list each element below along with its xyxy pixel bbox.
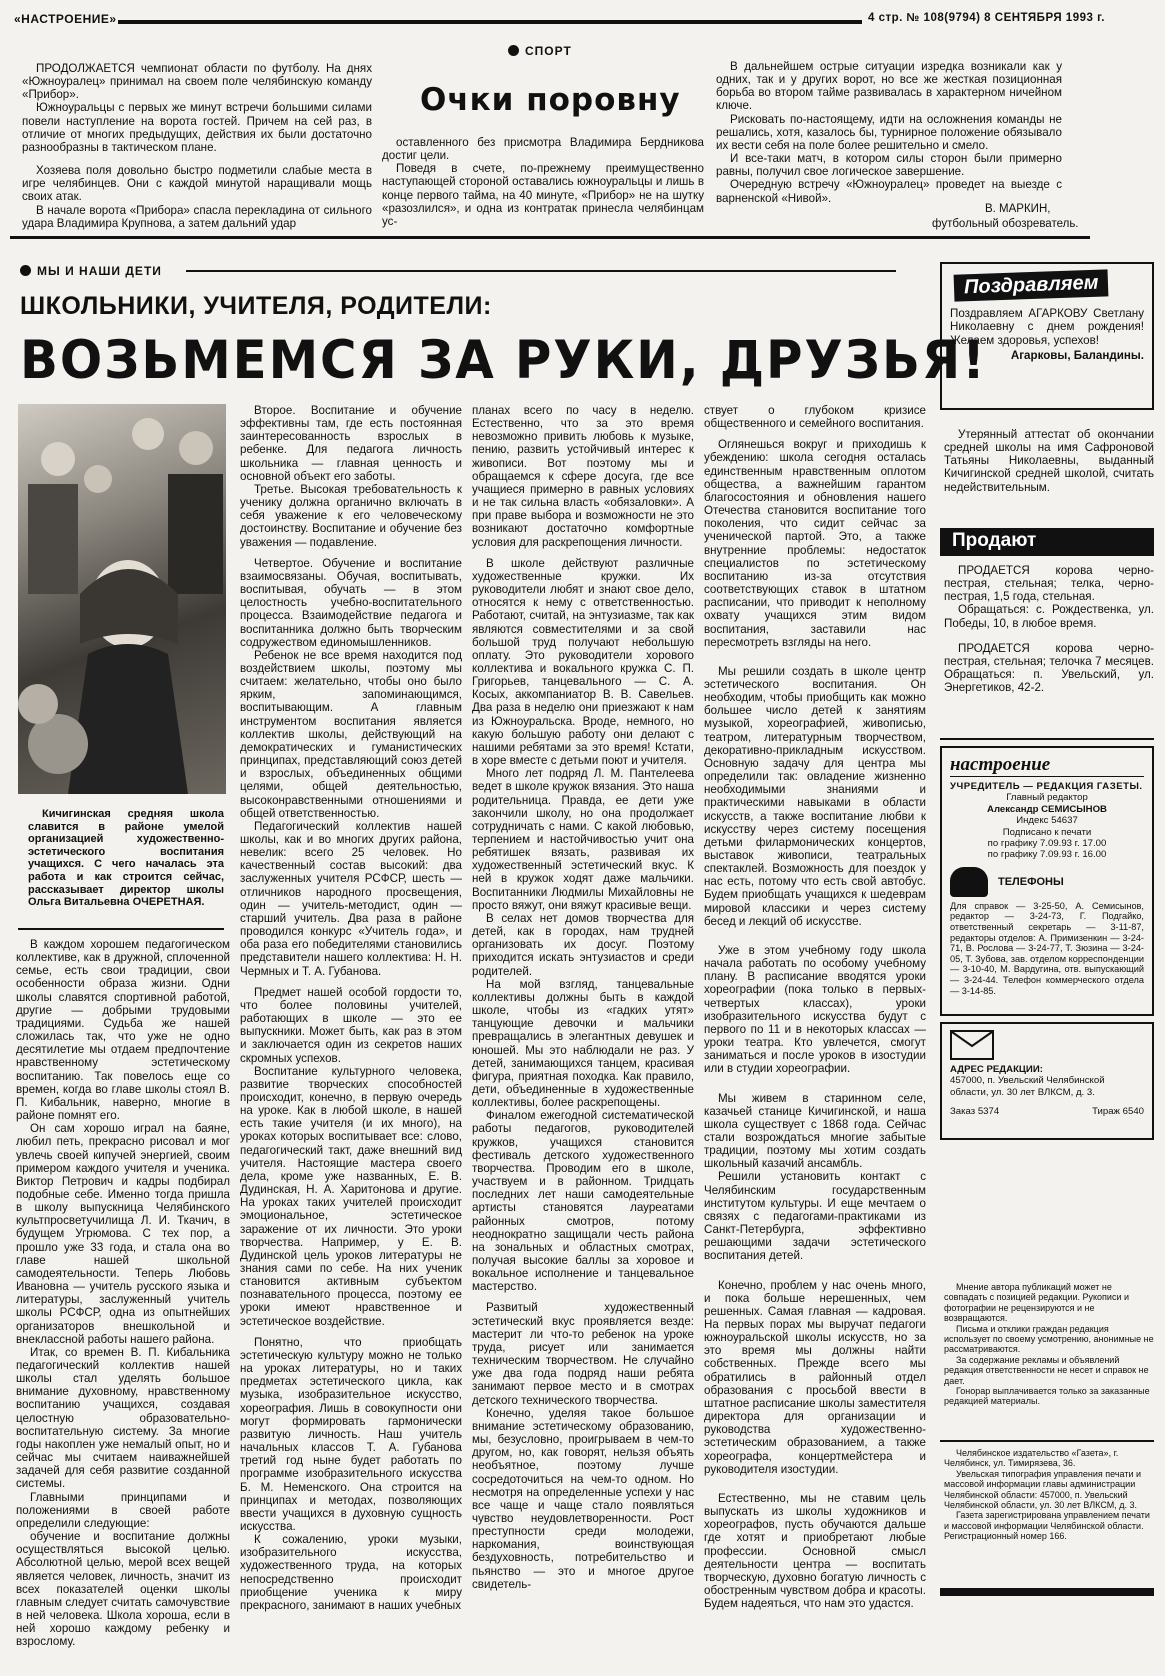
imprint-signed: Подписано к печати [1002, 826, 1092, 838]
article-col1 [16, 938, 230, 1666]
disclaimer-item: За содержание рекламы и объявлений редакция ответственности не несет и справок не дает. [944, 1354, 1149, 1386]
address-text: 457000, п. Увельский Челябинской области, ул. 30 лет ВЛКСМ, д. 3. [950, 1075, 1105, 1098]
printer-info [944, 1448, 1154, 1578]
print-run [950, 1106, 1144, 1117]
phones-header [950, 867, 1144, 897]
congrats-box [940, 262, 1154, 410]
lost-notice: Утерянный аттестат об окончании средней школы на имя Сафроновой Татьяны Николаевны, выданный Кичигинской средней школой, считать недействительным. [944, 428, 1154, 494]
photo-caption: Кичигинская средняя школа славится в районе умелой организацией художественно-эстетического воспитания учащихся. С чего началась эта работа и как строится сейчас, рассказывает директор школы Ольга Витальевна ОЧЕРЕТНАЯ. [28, 808, 224, 909]
sport-col2 [382, 136, 704, 228]
imprint-index: Индекс 54637 [1016, 815, 1078, 827]
envelope-icon [952, 1032, 992, 1058]
sport-par: В дальнейшем острые ситуации изредка возникали как у одних, так и у других ворот, но все же жесткая позиционная борьба во втором тайме развивалась в характерном ничейном ключе. [716, 60, 1062, 113]
article-par: Третье. Высокая требовательность к ученику должна органично включать в себя уважение к его человеческому достоинству. Воспитание и обучение без уважения — подавление. [240, 482, 462, 549]
article-photo [18, 404, 226, 794]
sale-ads [944, 564, 1154, 734]
article-par: Мы решили создать в школе центр эстетического воспитания. Он необходим, чтобы приобщить как можно большее число детей к занятиям музыкой, хореографией, живописью, театром, литературным творчеством, декоративно-прикладным искусством. Основную задачу для центра мы определили так: овладение жизненно необходимыми знаниями и практическими навыками в области искусств, а также воспитание любви к искусству через систему посещения детьми филармонических концертов, выставок живописи, театральных спектаклей. Возможность для поездок у нас есть, потому что есть свой автобус. Будем приобщать учащихся к шедеврам мировой классики и через систему бесед и лекций об искусстве. [704, 664, 926, 928]
article-par: В каждом хорошем педагогическом коллективе, как в дружной, сплоченной семье, есть свои традиции, свои особенности образа жизни. Одни школы славятся спортивной работой, другие — добрыми трудовыми традициями. Судьба же нашей сложилась так, что уже не одно десятилетие мы отдаем предпочтение нравственному эстетическому воспитанию. Так повелось еще со времен, когда во главе школы стоял В. П. Кибальник, наверно, многие в районе помнят его. [16, 938, 230, 1123]
mail-icon [950, 1030, 994, 1060]
disclaimer-item: Мнение автора публикаций может не совпадать с позицией редакции. Рукописи и фотографии не рецензируются и не возвращаются. [944, 1282, 1130, 1324]
sale-rule [940, 738, 1154, 740]
article-kicker: ШКОЛЬНИКИ, УЧИТЕЛЯ, РОДИТЕЛИ: [20, 292, 492, 320]
article-par: Уже в этом учебному году школа начала работать по особому учебному плану. В расписание вводятся уроки хореографии (пока только в первых-четвертых классах), уроки изобразительного искусства будут с первого по 11 и в некоторых классах — уроки театра. Кто увлечется, смогут заниматься и после уроков в изостудии или в студии хореографии. [704, 943, 926, 1076]
article-col3 [472, 404, 694, 1666]
sport-par: И все-таки матч, в котором силы сторон были примерно равны, получил свое логическое завершение. [716, 152, 1062, 179]
phone-icon [950, 867, 988, 897]
sale-addr: Обращаться: с. Рождественка, ул. Победы, 10, в любое время. [944, 603, 1154, 630]
printer-item: Челябинское издательство «Газета», г. Челябинск, ул. Тимирязева, 36. [944, 1448, 1119, 1469]
section-divider [10, 236, 1090, 239]
article-par: Предмет нашей особой гордости то, что более половины учителей, работающих в школе — это ее выпускники. Может быть, как раз в этом и заключается один из секретов наших скромных успехов. [240, 985, 462, 1065]
address-title: АДРЕС РЕДАКЦИИ: [950, 1064, 1043, 1075]
sport-par: оставленного без присмотра Владимира Бердникова достиг цели. [382, 136, 704, 163]
photo-illustration [18, 404, 226, 794]
article-par: В школе действуют различные художественные кружки. Их руководители любят и знают свое дело, относятся к нему с ответственностью. Работают, считай, на энтузиазме, так как являются совместителями и за свой большой труд получают небольшую оплату. Это руководители хорового коллектива и вокального кружка С. П. Григорьев, танцевального — С. А. Косых, аккомпаниатор В. В. Савельев. Два раза в неделю они приезжают к нам из Южноуральска. Вроде, немного, но какую большую работу они делают с нашими ребятами за это время! Кстати, в хоре вместе с детьми поют и учителя. [472, 556, 694, 768]
disclaimer-item: Гонорар выплачивается только за заказанные редакцией материалы. [944, 1386, 1150, 1407]
article-par: Мы живем в старинном селе, казачьей станице Кичигинской, и наша школа существует с 1868 года. Сейчас стали возрождаться многие забытые традиции, поэтому мы хотим создать школьный казачий ансамбль. [704, 1091, 926, 1171]
printer-item: Газета зарегистрирована управлением печати и массовой информации Челябинской области. Регистрационный номер 166. [944, 1510, 1150, 1542]
disclaimer [944, 1282, 1154, 1422]
sport-title: Очки поровну [420, 82, 681, 118]
article-par: В селах нет домов творчества для детей, как в городах, нам трудней организовать их досуг. Поэтому приходится искать энтузиастов и среди родителей. [472, 911, 694, 978]
sport-col1 [22, 62, 372, 230]
article-par: Естественно, мы не ставим цель выпускать из школы художников и хореографов, пусть обучаются дальше где хотят и приобретают любые профессии. Основной смысл деятельности центра — воспитать творческую, духовно богатую личность с обостренным чувством добра и красоты. Будем надеяться, что нам это удастся. [704, 1491, 926, 1611]
article-par: ствует о глубоком кризисе общественного и семейного воспитания. [704, 404, 926, 431]
print-run-count: Тираж 6540 [1092, 1106, 1144, 1118]
imprint-editor-title: Главный редактор [1006, 792, 1088, 804]
sport-par: В начале ворота «Прибора» спасла перекладина от сильного удара Владимира Крупнова, а затем дальний удар [22, 203, 372, 230]
article-par: Педагогический коллектив нашей школы, как и во многих других района, невелик: всего 25 человек. Но качественный состав высокий: два заслуженных учителя РСФСР, шесть — отличников народного просвещения, один — учитель-методист, один — старший учитель. Два раза в районе проводился конкурс «Учитель года», и оба раза его победителями становились представители нашего коллектива: Н. Н. Чермных и Т. А. Губанова. [240, 819, 462, 978]
article-par: обучение и воспитание должны осуществляться высокой целью. Абсолютной целью, мерой всех вещей является человек, личность, значит из всех показателей оценки школы главным следует считать самочувствие в ней человека. Школа хороша, если в ней хорошо каждому ребенку и взрослому. [16, 1530, 230, 1649]
phones-list: Для справок — 3-25-50, А. Семисынов, редактор — 3-24-73, Г. Подгайко, ответственный секретарь — 3-11-87, редакторы отделов: А. Примизенкин — 3-24-71, В. Рослова — 3-24-77, Т. Зюзина — 3-24-05, Т. Зубова, зав. отделом корреспонденции — 3-10-40, М. Вардугина, отв. выпускающий — 3-24-44. Телефон коммерческого отдела — 3-14-85. [950, 900, 1144, 996]
imprint-box [940, 746, 1154, 1016]
imprint-sched: по графику 7.09.93 г. 17.00 [987, 838, 1107, 850]
imprint-logo: настроение [950, 754, 1144, 777]
article-par: Воспитание культурного человека, развитие творческих способностей происходит, конечно, в первую очередь на уроке. Как в любой школе, в нашей есть такие учителя (и их много), на уроках которых воспитывает все: слово, педагогический такт, даже внешний вид учителя. Настоящие мастера своего дела, кроме уже названных, Е. В. Дудинская, Н. А. Харитонова и другие. На уроках таких учителей происходит эмоциональное, эстетическое заражение от их личности. Это уроки творчества. Например, у Е. В. Дудинской цель уроков литературы не знания сами по себе. На них ученик становится активным субъектом познавательного процесса, поэтому ее уроки имеют нравственное и эстетическое воздействие. [240, 1064, 462, 1328]
disclaimer-rule [940, 1440, 1154, 1442]
sport-par: Очередную встречу «Южноуралец» проведет на выезде с варненской «Нивой». [716, 178, 1062, 205]
bullet-icon [20, 265, 31, 276]
order-number: Заказ 5374 [950, 1106, 1000, 1118]
article-par: Ребенок не все время находится под воздействием школы, поэтому мы считаем: желательно, чтобы оно было ярким, запоминающимся, воспитывающим. А главным инструментом воспитания является коллектив школы, действующий на демократических и гуманистических принципах, представляющий союз детей и взрослых, объединенных общими целями, общей деятельностью, высоконравственными отношениями и общей ответственностью. [240, 648, 462, 820]
bottom-rule [940, 1588, 1154, 1596]
article-col4 [704, 404, 926, 1666]
sport-par: Поведя в счете, по-прежнему преимущественно наступающей стороной оставались южноуральцы и лишь в конце первого тайма, на 40 минуте, «Прибор» не на шутку «разозлился», и одна из контратак принесла челябинцам ус- [382, 162, 704, 228]
article-par: Итак, со времен В. П. Кибальника педагогический коллектив нашей школы стал уделять большое внимание духовному, нравственному воспитанию учащихся, создавая целостную образовательно-воспитательную систему. За многие годы накоплен уже немалый опыт, но и сейчас мы считаем наиважнейшей задачей для себя развитие созданной системы. [16, 1345, 230, 1491]
article-par: Решили установить контакт с Челябинским государственным институтом культуры. И еще мечтаем о связях с педагогами-практиками из Санкт-Петербурга, эффективно решающими задачи эстетического воспитания детей. [704, 1170, 926, 1263]
masthead-name: «НАСТРОЕНИЕ» [14, 12, 117, 26]
phones-title: ТЕЛЕФОНЫ [998, 875, 1064, 888]
sport-author-role: футбольный обозреватель. [932, 218, 1079, 230]
article-par: Понятно, что приобщать эстетическую культуру можно не только на уроках литературы, но и таких предметах эстетического цикла, как музыка, изобразительное искусство, хореография. Лишь в совокупности они могут формировать гармонически развитую личность. Наш учитель начальных классов Т. А. Губанова третий год ныне будет работать по программе изобразительного искусства Б. М. Неменского. Она строится на принципах и методах, позволяющих ввести учащихся в духовную сущность искусства. [240, 1335, 462, 1533]
congrats-sign: Агарковы, Баландины. [1010, 349, 1144, 363]
sale-ad: ПРОДАЕТСЯ корова черно-пестрая, стельная; телочка 7 месяцев. Обращаться: п. Увельский, ул. Энергетиков, 42-2. [944, 641, 1154, 695]
address-box [940, 1022, 1154, 1140]
sport-par: Хозяева поля довольно быстро подметили слабые места в игре челябинцев. Они с каждой минутой наращивали мощь своих атак. [22, 164, 372, 204]
sale-ad: ПРОДАЕТСЯ корова черно-пестрая, стельная; телка, черно-пестрая, 1,5 года, стельная. [944, 564, 1154, 604]
article-par: К сожалению, уроки музыки, изобразительного искусства, художественного труда, на которых непосредственно происходит приобщение ученика к миру прекрасного, занимают в наших учебных [240, 1533, 462, 1612]
imprint-editor: Александр СЕМИСЫНОВ [987, 803, 1107, 815]
sport-author: В. МАРКИН, [985, 203, 1051, 215]
imprint-fact: по графику 7.09.93 г. 16.00 [987, 849, 1107, 861]
article-par: Главными принципами и положениями в своей работе определили следующие: [16, 1490, 230, 1530]
article-rubric-label: МЫ И НАШИ ДЕТИ [37, 264, 162, 278]
article-par: Второе. Воспитание и обучение эффективны там, где есть постоянная заинтересованность взрослых в ребенке. Для педагога личность школьника — главная ценность и основной объект его заботы. [240, 404, 462, 483]
article-par: На мой взгляд, танцевальные коллективы должны быть в каждой школе, чтобы из «гадких утят» танцующие девочки и мальчики превращались в элегантных девушек и юношей. Мы это наблюдали не раз. У детей, занимающихся танцем, красивая фигура, приятная походка. Как правило, дети, объединенные в художественные коллективы, более раскрепощены. [472, 977, 694, 1110]
sport-col3 [716, 60, 1062, 205]
article-par: Конечно, проблем у нас очень много, и пока больше нерешенных, чем решенных. Самая главная — кадровая. На первых порах мы выручат педагоги южноуральской школы искусств, но за это время мы должны найти собственных. Прежде всего мы обратились в районный отдел образования с просьбой ввести в штатное расписание школы заместителя директора для организации и руководства художественно-эстетическим образованием, а также хореографа, концертмейстера и руководителя изостудии. [704, 1278, 926, 1476]
sport-rubric-label: СПОРТ [525, 44, 572, 58]
bullet-icon [508, 45, 519, 56]
disclaimer-item: Письма и отклики граждан редакция использует по своему усмотрению, анонимные не рассматриваются. [944, 1323, 1154, 1355]
sport-par: Южноуральцы с первых же минут встречи большими силами повели наступление на ворота гостей. Причем на сей раз, в отличие от многих предыдущих, действия их были достаточно разнообразны в тактическом плане. [22, 101, 372, 154]
sport-rubric [508, 44, 572, 58]
article-rubric [20, 264, 162, 278]
article-headline: ВОЗЬМЕМСЯ ЗА РУКИ, ДРУЗЬЯ! [20, 330, 987, 391]
sport-par: ПРОДОЛЖАЕТСЯ чемпионат области по футболу. На днях «Южноуралец» принимал на своем поле челябинскую команду «Прибор». [22, 62, 372, 102]
article-par: Оглянешься вокруг и приходишь к убеждению: школа сегодня осталась единственным нравственным оплотом общества, а важнейшим гарантом благосостояния и обновления нашего Отечества становится воспитание того поколения, что сидит сейчас за ученической партой. Это, а также внутренние проблемы: недостаток специалистов по эстетическому воспитанию из-за отсутствия соответствующих ставок в штатном расписании, что приводит к неполному охвату учащихся этим видом воспитания, заставили нас пересмотреть взгляды на него. [704, 438, 926, 649]
sport-par: Рисковать по-настоящему, идти на осложнения команды не решались, хотя, казалось бы, турнирное положение обязывало их вести себя на поле более решительно и смело. [716, 112, 1062, 152]
article-par: Финалом ежегодной систематической работы педагогов, руководителей кружков, учащихся становится фестиваль детского художественного творчества. Проводим его в школе, участвуем и в районном. Тридцать последних лет наши самодеятельные артисты становятся лауреатами районных смотров, потому неоднократно защищали честь района на зональных и областных смотрах, получая высокие баллы за хоровое и вокальное исполнение и танцевальное мастерство. [472, 1109, 694, 1294]
article-par: Четвертое. Обучение и воспитание взаимосвязаны. Обучая, воспитывать, воспитывая, обучать — в этом целостность учебно-воспитательного процесса. Взаимодействие педагога и воспитанника должно быть творческим содружеством единомышленников. [240, 556, 462, 649]
article-par: Много лет подряд Л. М. Пантелеева ведет в школе кружок вязания. Это наша родительница. Правда, ее дети уже закончили школу, но она продолжает сотрудничать с нами. С какой любовью, терпением и настойчивостью учит она ребятишек вязать, развивая их художественный эстетический вкус. К ней в кружок ходят даже мальчики. Воспитанники Людмилы Михайловны не просто вяжут, они вяжут красивые вещи. [472, 767, 694, 912]
article-par: планах всего по часу в неделю. Естественно, что за это время невозможно привить любовь к музыке, пению, развить устойчивый интерес к живописи. Вот поэтому мы и обращаемся к сфере досуга, где все учащиеся примерно в равных условиях и не так сильна власть «обязаловки». А при праве выбора и возможности не это возникают достаточно комфортные условия для раскрепощения личности. [472, 404, 694, 549]
congrats-text: Поздравляем АГАРКОВУ Светлану Николаевну с днем рождения! Желаем здоровья, успехов! [950, 307, 1144, 347]
sale-title: Продают [940, 528, 1154, 556]
article-par: Он сам хорошо играл на баяне, любил петь, прекрасно рисовал и мог увлечь своей кипучей энергией, своим примером каждого учителя и ученика. Виктор Петрович и кадры подбирал подобные себе. Именно тогда пришла в школу выпускница Челябинского культпросветучилища Л. И. Ткачич, в будущем Угрюмова. С тех пор, а прошло уже 33 года, и стала она во главе нашей школьной самодеятельности. Теперь Любовь Ивановна — учитель русского языка и литературы, заслуженный учитель школы РСФСР, одна из опытнейших организаторов внешкольной и внеклассной работы нашего района. [16, 1122, 230, 1346]
article-par: Развитый художественный эстетический вкус проявляется везде: мастерит ли что-то ребенок на уроке труда, рисует или занимается техническим творчеством. Не случайно уже два года подряд наши ребята занимают первое место и в смотрах детского технического творчества. [472, 1301, 694, 1407]
congrats-title: Поздравляем [954, 269, 1109, 301]
masthead-issue: 4 стр. № 108(9794) 8 СЕНТЯБРЯ 1993 г. [868, 12, 1105, 24]
caption-rule [18, 928, 224, 930]
masthead-rule [118, 20, 862, 24]
article-par: Конечно, уделяя такое большое внимание эстетическому образованию, мы, безусловно, проигрываем в чем-то другом, но, как говорят, нельзя объять необъятное, поэтому лучше сосредоточиться на чем-то одном. Но несмотря на определенные успехи у нас все чаще и чаще стало появляться чувство неудовлетворенности. Рост преступности среди молодежи, наркомания, воинствующая бездуховность, потребительство и пьянство — это и многое другое свидетель- [472, 1406, 694, 1591]
rubric-rule [186, 270, 896, 272]
printer-item: Увельская типография управления печати и массовой информации главы администрации Челябинской области: 457000, п. Увельский Челябинской области, ул. 30 лет ВЛКСМ, д. 3. [944, 1468, 1142, 1511]
article-col2 [240, 404, 462, 1666]
imprint-founder: УЧРЕДИТЕЛЬ — РЕДАКЦИЯ ГАЗЕТЫ. [950, 781, 1143, 792]
